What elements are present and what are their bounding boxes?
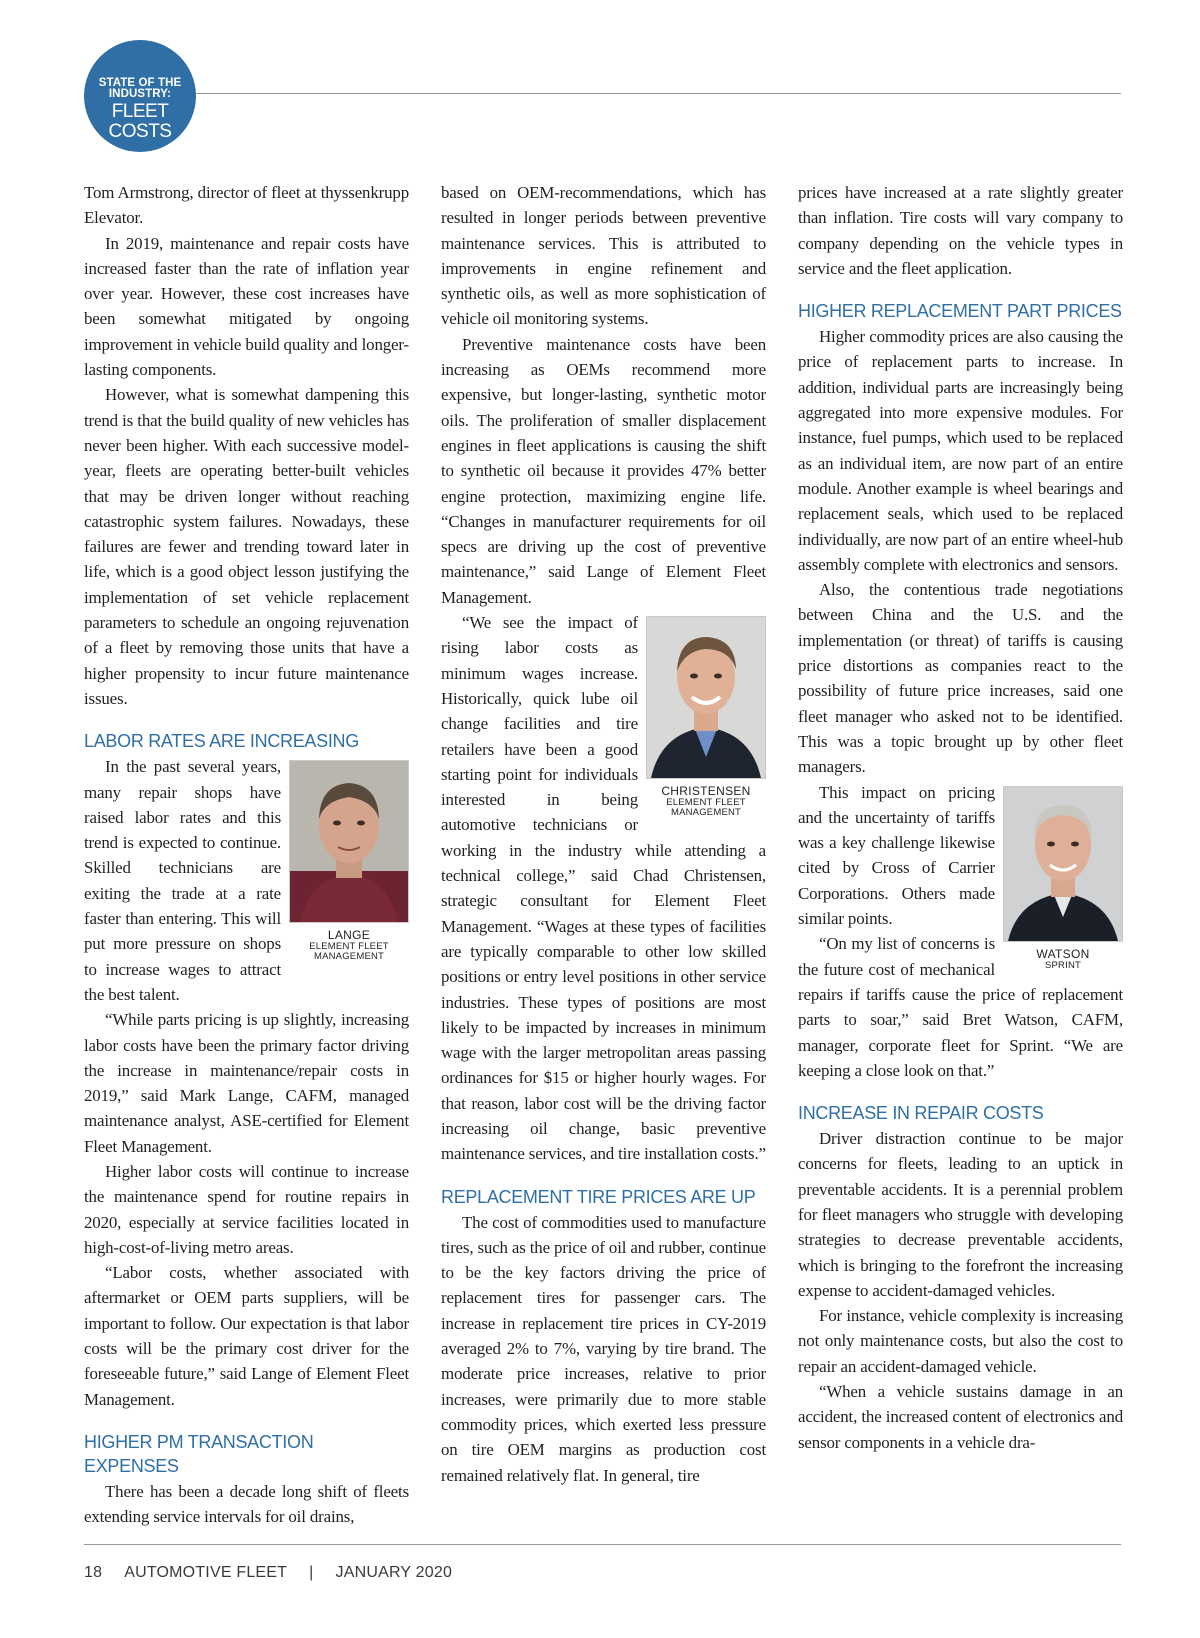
paragraph: In the past several years, many repair shops have raised labor rates and this trend is expected to continue. Skilled technicians are exiting the trade at a rate faster than entering. This will put more pressure on shops to increase wages to attract the best talent.: [84, 757, 281, 1004]
paragraph: Driver distraction continue to be major concerns for fleets, leading to an uptick in preventable accidents. It is a perennial problem for fleet managers who struggle with developing strategies to decrease preventable accidents, which is bringing to the forefront the increasing expense to accident-damaged vehicles.: [798, 1129, 1123, 1300]
watson-photo: [1003, 786, 1123, 971]
paragraph: There has been a decade long shift of fleets extending service intervals for oil drains,: [84, 1481, 409, 1527]
paragraph: Higher commodity prices are also causing the price of replacement parts to increase. In addition, individual parts are increasingly being aggregated into more expensive modules. For instance, fuel pumps, which used to be replaced as an individual item, are now part of an entire module. Another example is wheel bearings and replacement seals, which used to be replaced individually, are now part of an entire wheel-hub assembly complete with electronics and sensors.: [798, 327, 1123, 574]
section-heading: HIGHER PM TRANSACTION EXPENSES: [84, 1431, 314, 1476]
paragraph: Preventive maintenance costs have been increasing as OEMs recommend more expensive, but longer-lasting, synthetic motor oils. The proliferation of smaller displacement engines in fleet applications is causing the shift to synthetic oil because it provides 47% better engine protection, maximizing engine life. “Changes in manufacturer requirements for oil specs are driving up the cost of preventive maintenance,” said Lange of Element Fleet Management.: [441, 334, 766, 607]
lange-portrait: [289, 760, 409, 923]
photo-caption-org: SPRINT: [1044, 959, 1082, 971]
photo-caption-org: ELEMENT FLEET MANAGEMENT: [309, 941, 389, 963]
section-heading: LABOR RATES ARE INCREASING: [84, 731, 359, 752]
paragraph: “We see the impact of rising labor costs as minimum wages increase. Historically, quick lube oil change facilities and tire retailers have been a good starting point for individuals interested in being automotive technicians or working in the industry while attending a technical college,” said Chad Christensen, strategic consultant for Element Fleet Management. “Wages at these types of facilities are typically comparable to other low skilled positions or entry level positions in other service industries. These types of positions are most likely to be impacted by increases in minimum wage with the larger metropolitan areas passing ordinances for $15 or higher hourly wages. For that reason, labor cost will be the driving factor increasing oil change, basic preventive maintenance services, and tire installation costs.”: [441, 613, 766, 1164]
page-footer: [84, 1564, 474, 1582]
page-number: 18: [84, 1564, 103, 1581]
issue-date: JANUARY 2020: [335, 1564, 453, 1581]
paragraph: “While parts pricing is up slightly, increasing labor costs have been the primary factor driving the increase in maintenance/repair costs in 2019,” said Mark Lange, CAFM, managed maintenance analyst, ASE-certified for Element Fleet Management.: [84, 1010, 409, 1156]
footer-separator: |: [309, 1564, 314, 1581]
header-rule: [196, 93, 1121, 94]
christensen-photo: [646, 616, 766, 818]
paragraph: “Labor costs, whether associated with aftermarket or OEM parts suppliers, will be important to follow. Our expectation is that labor costs will be the primary cost driver for the foreseeable future,” said Lange of Element Fleet Management.: [84, 1263, 409, 1409]
photo-caption-name: LANGE: [327, 928, 371, 943]
section-heading: REPLACEMENT TIRE PRICES ARE UP: [441, 1186, 756, 1207]
photo-caption-org: ELEMENT FLEET MANAGEMENT: [666, 797, 746, 819]
paragraph: For instance, vehicle complexity is increasing not only maintenance costs, but also the cost to repair an accident-damaged vehicle.: [798, 1306, 1123, 1376]
photo-caption-name: CHRISTENSEN: [661, 784, 751, 799]
column-3: [798, 180, 1123, 1455]
badge-title: FLEET COSTS: [108, 101, 172, 142]
photo-caption-name: WATSON: [1036, 946, 1090, 961]
lange-photo: [289, 760, 409, 962]
paragraph: This impact on pricing and the uncertainty of tariffs was a key challenge likewise cited by Cross of Carrier Corporations. Others made similar points.: [798, 782, 995, 929]
paragraph: Tom Armstrong, director of fleet at thyssenkrupp Elevator.: [84, 183, 409, 228]
paragraph: based on OEM-recommendations, which has resulted in longer periods between preventive maintenance services. This is attributed to improvements in engine refinement and synthetic oils, as well as more sophistication of vehicle oil monitoring systems.: [441, 183, 766, 329]
watson-portrait: [1003, 786, 1123, 942]
christensen-portrait: [646, 616, 766, 779]
section-heading: HIGHER REPLACEMENT PART PRICES: [798, 301, 1122, 322]
paragraph: “On my list of concerns is the future cost of mechanical repairs if tariffs cause the price of replacement parts to soar,” said Bret Watson, CAFM, manager, corporate fleet for Sprint. “We are keeping a close look on that.”: [798, 934, 1123, 1080]
paragraph: The cost of commodities used to manufacture tires, such as the price of oil and rubber, continue to be the key factors driving the price of replacement tires for passenger cars. The increase in replacement tire prices in CY-2019 averaged 2% to 7%, varying by tire brand. The moderate price increases, relative to prior increases, were primarily due to more stable commodity prices, which exerted less pressure on tire OEM margins as production cost remained relatively flat. In general, tire: [441, 1212, 767, 1485]
paragraph: “When a vehicle sustains damage in an accident, the increased content of electronics and sensor components in a vehicle dra-: [798, 1382, 1123, 1452]
paragraph: However, what is somewhat dampening this trend is that the build quality of new vehicles has never been higher. With each successive model-year, fleets are operating better-built vehicles that may be driven longer without reaching catastrophic system failures. Nowadays, these failures are fewer and trending toward later in life, which is a good object lesson justifying the implementation of set vehicle replacement parameters to schedule an ongoing rejuvenation of a fleet by removing those units that have a higher propensity to incur future maintenance issues.: [84, 385, 409, 708]
badge-kicker: STATE OF THE INDUSTRY:: [98, 77, 182, 100]
footer-rule: [84, 1544, 1121, 1545]
paragraph: Also, the contentious trade negotiations between China and the U.S. and the implementation (or threat) of tariffs is causing price distortions as companies react to the possibility of future price increases, said one fleet manager who asked not to be identified. This was a topic brought up by other fleet managers.: [798, 580, 1123, 777]
column-1: [84, 180, 409, 1530]
column-2: [441, 180, 766, 1488]
section-heading: INCREASE IN REPAIR COSTS: [798, 1103, 1044, 1124]
paragraph: Higher labor costs will continue to increase the maintenance spend for routine repairs in 2020, especially at service facilities located in high-cost-of-living metro areas.: [84, 1161, 409, 1257]
publication-name: AUTOMOTIVE FLEET: [124, 1564, 288, 1581]
paragraph: In 2019, maintenance and repair costs have increased faster than the rate of inflation year over year. However, these cost increases have been somewhat mitigated by ongoing improvement in vehicle build quality and longer-lasting components.: [84, 233, 409, 380]
paragraph: prices have increased at a rate slightly greater than inflation. Tire costs will vary company to company depending on the vehicle types in service and the fleet application.: [798, 183, 1123, 278]
section-badge: [84, 40, 196, 152]
